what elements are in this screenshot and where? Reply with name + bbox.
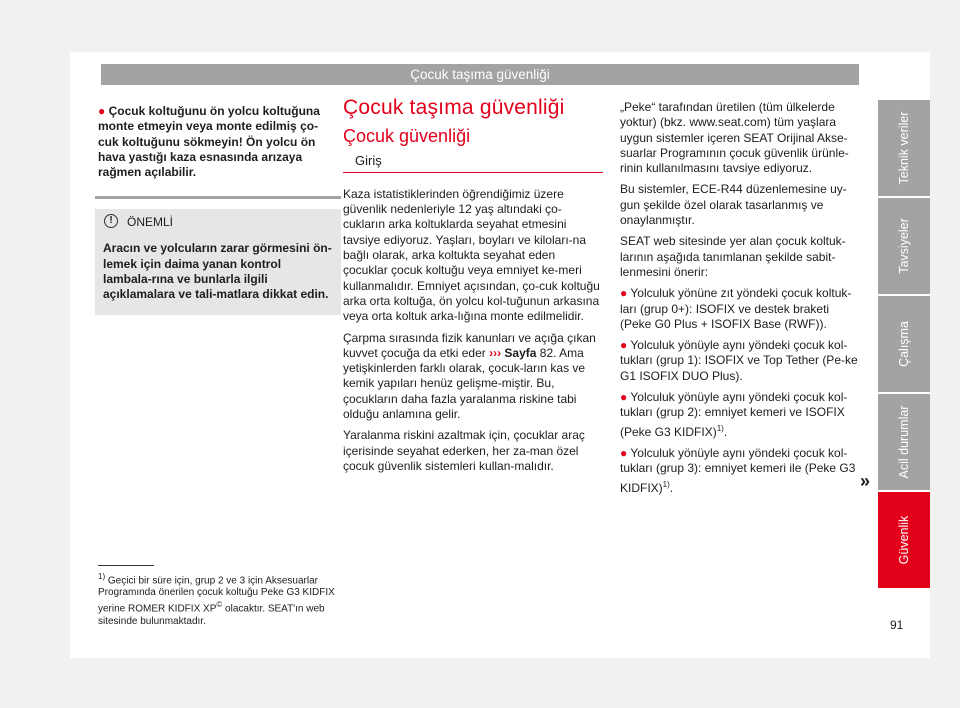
list-item-text: Yolculuk yönüyle aynı yöndeki çocuk kol-tukları (grup 1): ISOFIX ve Top Tether (Pe-ke G1 ISOFIX DUO Plus).: [620, 338, 858, 383]
list-item: [620, 338, 858, 384]
page-reference-link[interactable]: Sayfa: [501, 345, 537, 360]
bullet-icon: ●: [620, 390, 628, 405]
list-item-text: Yolculuk yönüyle aynı yöndeki çocuk kol-tukları (grup 3): emniyet kemeri ile (Peke G3 KIDFIX): [620, 445, 856, 495]
punctuation: .: [669, 480, 674, 495]
page-reference-arrow[interactable]: ›››: [489, 345, 502, 360]
page-header: Çocuk taşıma güvenliği: [101, 64, 859, 85]
bullet-icon: ●: [620, 338, 628, 353]
footnote: [98, 571, 343, 628]
intro-heading: Giriş: [355, 152, 382, 168]
list-item: [620, 390, 858, 440]
footnote-text-end: olacaktır. SEAT'ın web sitesinde bulunmaktadır.: [98, 603, 325, 627]
paragraph: Yaralanma riskini azaltmak için, çocuklar araç içerisinde seyahat ederken, her za-man özel çocuk güvenlik sistemleri kullan-malıdır.: [343, 428, 585, 473]
left-column: [98, 104, 338, 315]
paragraph: Kaza istatistiklerinden öğrendiğimiz üzere güvenlik nedenleriyle 12 yaş altındaki ço-cukların arka koltuklarda seyahat etmesini tavsiye ediyoruz. Yaşları, boyları ve kiloları-na bağlı olarak, arka koltukta seyahat eden çocuklar çocuk koltuğu veya emniyet ke-meri kullanmalıdır. Emniyet açısından, ço-cuk koltuğu arka orta koltuğa, ön yolcu kol-tuğunun arkasına veya orta koltuk arka-lığına monte edilmelidir.: [343, 186, 600, 324]
list-item: [620, 286, 858, 332]
list-item: [620, 446, 858, 496]
warning-text: Çocuk koltuğunu ön yolcu koltuğuna monte etmeyin veya monte edilmiş ço-cuk koltuğunu sökmeyin! Ön yolcu ön hava yastığı kaza esnasında arızaya rağmen açılabilir.: [98, 104, 320, 180]
page-number: 91: [890, 618, 904, 632]
paragraph-text: 82. Ama yetişkinlerden farklı olarak, çocuk-ların kas ve kemik yapıları henüz gelişme-miştir. Bu, çocukların daha fazla yaralanma riskine tabi olduğu anlamına gelir.: [343, 345, 586, 422]
punctuation: .: [723, 424, 728, 439]
tab-label: Acil durumlar: [897, 405, 911, 479]
footnote-divider: [98, 565, 154, 566]
notice-header: [95, 209, 341, 235]
tab-label: Çalışma: [897, 321, 911, 367]
intro-rule: [343, 172, 603, 173]
footnote-ref: 1): [662, 479, 670, 489]
warning-paragraph: [98, 104, 338, 180]
paragraph-text: Çarpma sırasında fizik kanunları ve açığa çıkan kuvvet çocuğa da etki eder: [343, 330, 596, 360]
tab-guvenlik[interactable]: [878, 492, 930, 588]
notice-body: Aracın ve yolcuların zarar görmesini ön-lemek için daima yanan kontrol lambala-rına ve bunlarla ilgili açıklamalara ve tali-matlara dikkat edin.: [95, 235, 341, 314]
footnote-ref: 1): [716, 423, 724, 433]
tab-teknik-veriler[interactable]: [878, 100, 930, 196]
bullet-icon: ●: [620, 286, 628, 301]
registered-mark: ©: [216, 600, 223, 610]
tab-tavsiyeler[interactable]: [878, 198, 930, 294]
paragraph: [343, 331, 603, 423]
tab-calisma[interactable]: [878, 296, 930, 392]
middle-column: [343, 96, 603, 480]
paragraph: „Peke“ tarafından üretilen (tüm ülkelerde yoktur) (bkz. www.seat.com) tüm yaşlara uygun sistemler içeren SEAT Orijinal Akse-suarlar Programının çocuk güvenlik ürünle-rinin kullanılmasını tavsiye ediyoruz.: [620, 100, 849, 176]
list-item-text: Yolculuk yönüyle aynı yöndeki çocuk kol-tukları (grup 2): emniyet kemeri ve ISOFIX (Peke G3 KIDFIX): [620, 390, 848, 439]
tab-label: Teknik veriler: [897, 111, 911, 185]
tab-acil-durumlar[interactable]: [878, 394, 930, 490]
right-column: [620, 100, 858, 502]
exclamation-icon: !: [104, 214, 118, 228]
paragraph: Bu sistemler, ECE-R44 düzenlemesine uy-gun şekilde özel olarak tasarlanmış ve onaylanmıştır.: [620, 182, 847, 228]
notice-title: ÖNEMLİ: [127, 215, 174, 230]
tab-label: Güvenlik: [897, 515, 911, 565]
tab-label: Tavsiyeler: [897, 218, 911, 274]
footnote-mark: 1): [98, 572, 106, 581]
subsection-title: Çocuk güvenliği: [343, 126, 471, 147]
continue-icon: »: [860, 471, 871, 491]
footnote-text: Geçici bir süre için, grup 2 ve 3 için Aksesuarlar Programında önerilen çocuk koltuğu Peke G3 KIDFIX yerine ROMER KIDFIX XP: [98, 575, 335, 615]
paragraph: SEAT web sitesinde yer alan çocuk koltuk-larının aşağıda tanımlanan şekilde sabit-lenmesini önerir:: [620, 234, 846, 279]
section-title: Çocuk taşıma güvenliği: [343, 96, 565, 119]
list-item-text: Yolculuk yönüne zıt yöndeki çocuk koltuk-ları (grup 0+): ISOFIX ve destek braketi (Peke G0 Plus + ISOFIX Base (RWF)).: [620, 286, 852, 331]
bullet-icon: ●: [620, 445, 628, 460]
bullet-icon: ●: [98, 104, 106, 118]
